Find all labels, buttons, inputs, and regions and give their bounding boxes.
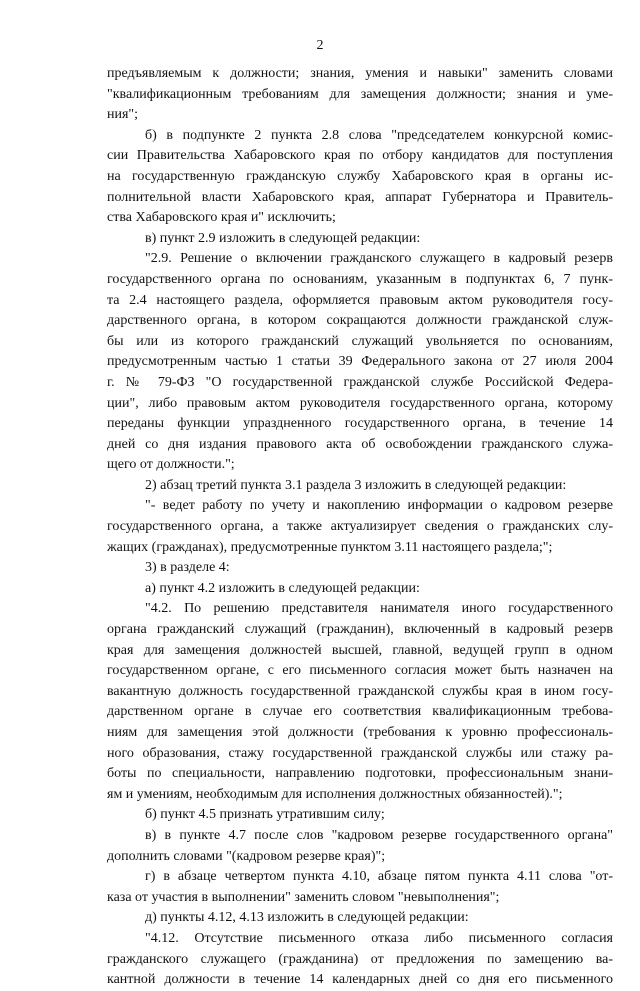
text-line: в) пункт 2.9 изложить в следующей редакции: <box>145 230 421 246</box>
text-line: в) в пункте 4.7 после слов "кадровом резерве государственного органа" <box>145 827 613 843</box>
text-line: "4.2. По решению представителя нанимателя иного государственного <box>145 601 613 617</box>
text-line: полнительной власти Хабаровского края, аппарат Губернатора и Правитель- <box>107 189 613 205</box>
text-line: "2.9. Решение о включении гражданского служащего в кадровый резерв <box>145 251 613 267</box>
text-line: г. № 79-ФЗ "О государственной гражданской службе Российской Федера- <box>107 374 613 390</box>
text-line: ям и умениям, необходимым для исполнения должностных обязанностей)."; <box>107 786 563 802</box>
text-line: жащих (гражданах), предусмотренные пунктом 3.11 настоящего раздела;"; <box>107 539 553 555</box>
text-line: а) пункт 4.2 изложить в следующей редакции: <box>145 580 420 596</box>
text-line: ции", либо правовым актом руководителя государственного органа, которому <box>107 395 613 411</box>
text-line: дарственном органе в случае его соответствия квалификационным требова- <box>107 704 613 720</box>
text-line: государственного органа, а также актуализирует сведения о гражданских слу- <box>107 519 613 535</box>
text-line: предъявляемым к должности; знания, умения и навыки" заменить словами <box>107 66 613 81</box>
text-line: бы или из которого гражданский служащий увольняется по основаниям, <box>107 333 613 349</box>
text-line: д) пункты 4.12, 4.13 изложить в следующей редакции: <box>145 910 469 926</box>
text-line: "- ведет работу по учету и накоплению информации о кадровом резерве <box>145 498 613 514</box>
text-line: предусмотренным частью 1 статьи 39 Федерального закона от 27 июля 2004 <box>107 354 613 370</box>
text-line: 3) в разделе 4: <box>145 560 230 576</box>
text-line: органа гражданский служащий (гражданин), включенный в кадровый резерв <box>107 622 613 638</box>
text-line: "квалификационным требованиям для замещения должности; знания и уме- <box>107 86 613 102</box>
document-body <box>107 64 613 991</box>
text-line: ного образования, стажу государственной гражданской службы или стажу ра- <box>107 745 613 761</box>
text-line: 2) абзац третий пункта 3.1 раздела 3 изложить в следующей редакции: <box>145 477 567 493</box>
text-line: края для замещения должностей высшей, главной, ведущей групп в одном <box>107 642 613 658</box>
text-line: г) в абзаце четвертом пункта 4.10, абзаце пятом пункта 4.11 слова "от- <box>145 869 613 885</box>
text-line: государственного органа по основаниям, указанным в подпунктах 6, 7 пунк- <box>107 271 613 287</box>
text-line: кантной должности в течение 14 календарных дней со дня его письменного <box>107 972 613 988</box>
text-line: та 2.4 настоящего раздела, оформляется правовым актом руководителя госу- <box>107 292 613 308</box>
text-line: б) в подпункте 2 пункта 2.8 слова "председателем конкурсной комис- <box>145 127 613 143</box>
text-line: ния"; <box>107 107 139 123</box>
text-line: переданы функции упраздненного государственного органа, в течение 14 <box>107 416 613 432</box>
text-line: ства Хабаровского края и" исключить; <box>107 210 336 226</box>
text-line: боты по специальности, направлению подготовки, профессиональным знани- <box>107 766 613 782</box>
text-line: государственном органе, с его письменного согласия может быть назначен на <box>107 663 613 679</box>
text-line: дней со дня издания правового акта об освобождении гражданского служа- <box>107 436 613 452</box>
text-line: щего от должности."; <box>107 457 235 473</box>
text-line: дарственного органа, в котором сокращаются должности гражданской служ- <box>107 313 613 329</box>
page-number: 2 <box>316 38 324 53</box>
text-line: на государственную гражданскую службу Хабаровского края в органы ис- <box>107 168 613 184</box>
text-line: гражданского служащего (гражданина) от предложения по замещению ва- <box>107 951 613 967</box>
text-line: "4.12. Отсутствие письменного отказа либо письменного согласия <box>145 930 613 946</box>
text-line: сии Правительства Хабаровского края по отбору кандидатов для поступления <box>107 148 613 164</box>
text-line: вакантную должность государственной гражданской службы края в ином госу- <box>107 683 613 699</box>
text-line: ниям для замещения этой должности (требования к уровню профессиональ- <box>107 725 613 740</box>
text-line: б) пункт 4.5 признать утратившим силу; <box>145 807 385 823</box>
text-line: дополнить словами "(кадровом резерве края)"; <box>107 848 386 864</box>
text-line: каза от участия в выполнении" заменить словом "невыполнения"; <box>107 889 500 905</box>
